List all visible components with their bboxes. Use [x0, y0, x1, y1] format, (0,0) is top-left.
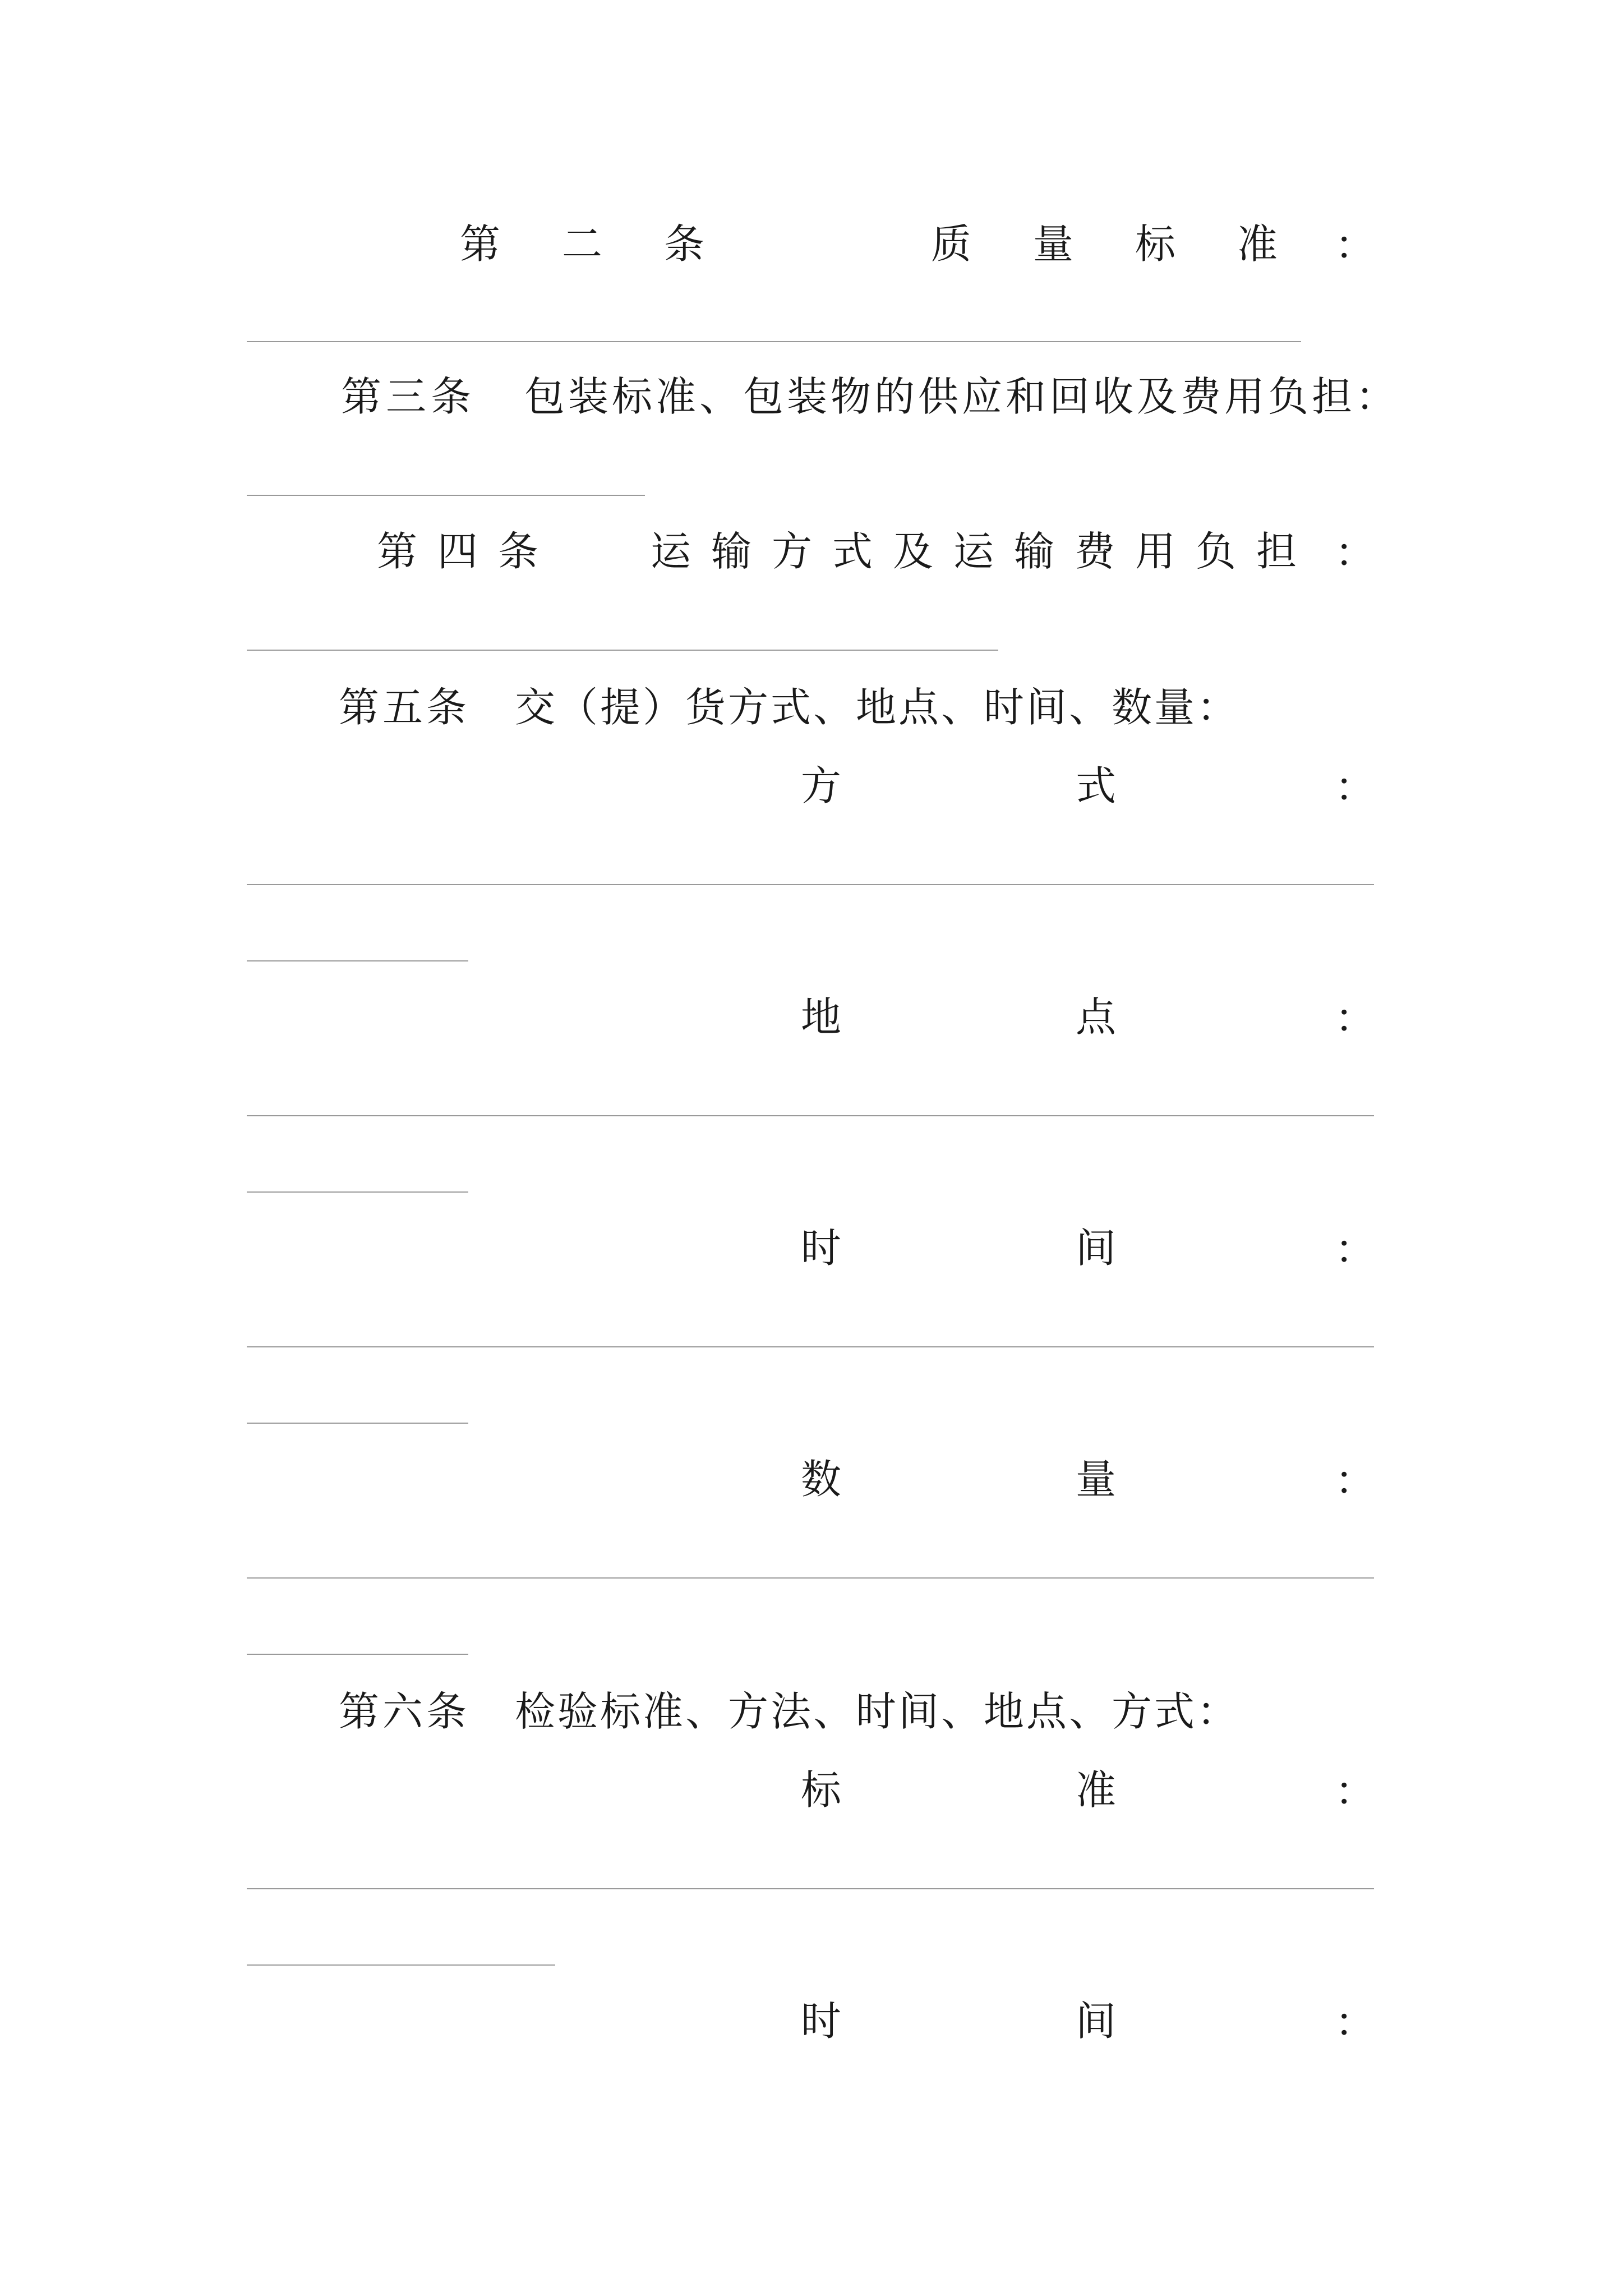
article-3-number: 第三条 — [341, 373, 476, 420]
article-6-standard-fill-line-2 — [247, 1964, 555, 1966]
article-4-fill-line — [247, 650, 998, 651]
article-5-quantity-fill-line-2 — [247, 1654, 468, 1655]
article-2-colon: ： — [1335, 222, 1376, 269]
article-5-method-colon: ： — [1335, 763, 1376, 811]
article-4-title: 运输方式及运输费用负担 — [651, 528, 1317, 575]
article-5-title: 交（提）货方式、地点、时间、数量： — [515, 684, 1240, 731]
article-5-time-label-2: 间 — [1076, 1225, 1117, 1272]
article-5-method-label-1: 方 — [801, 762, 842, 809]
article-3-fill-line — [247, 495, 645, 496]
article-6-time-label-2: 间 — [1076, 1998, 1117, 2045]
article-5-method-label-2: 式 — [1076, 762, 1117, 809]
article-3-title: 包装标准、包装物的供应和回收及费用负担： — [524, 373, 1400, 420]
article-6-number: 第六条 — [339, 1688, 471, 1735]
article-6-title: 检验标准、方法、时间、地点、方式： — [515, 1688, 1240, 1735]
article-5-number: 第五条 — [339, 684, 471, 731]
article-5-time-colon: ： — [1335, 1226, 1376, 1273]
article-5-place-label-1: 地 — [801, 993, 842, 1041]
article-5-time-fill-line — [247, 1346, 1374, 1347]
article-5-method-fill-line-2 — [247, 960, 468, 961]
article-2-title: 质量标准 — [931, 220, 1340, 268]
article-6-standard-fill-line — [247, 1888, 1374, 1889]
article-2-fill-line — [247, 341, 1301, 342]
article-6-standard-label-1: 标 — [801, 1766, 842, 1814]
article-4-colon: ： — [1335, 529, 1376, 576]
article-5-quantity-label-2: 量 — [1076, 1456, 1117, 1503]
article-5-method-fill-line — [247, 884, 1374, 885]
article-5-place-label-2: 点 — [1076, 993, 1117, 1041]
article-6-time-label-1: 时 — [801, 1998, 842, 2045]
article-5-place-colon: ： — [1335, 995, 1376, 1042]
article-6-standard-label-2: 准 — [1076, 1766, 1117, 1814]
article-5-quantity-colon: ： — [1335, 1457, 1376, 1504]
article-5-place-fill-line-2 — [247, 1191, 468, 1193]
article-4-number: 第四条 — [377, 528, 559, 575]
article-5-time-fill-line-2 — [247, 1423, 468, 1424]
article-6-standard-colon: ： — [1335, 1768, 1376, 1815]
article-5-place-fill-line — [247, 1115, 1374, 1116]
article-2-number: 第二条 — [460, 220, 767, 268]
article-6-time-colon: ： — [1335, 1999, 1376, 2046]
article-5-quantity-label-1: 数 — [801, 1456, 842, 1503]
article-5-time-label-1: 时 — [801, 1225, 842, 1272]
article-5-quantity-fill-line — [247, 1577, 1374, 1579]
